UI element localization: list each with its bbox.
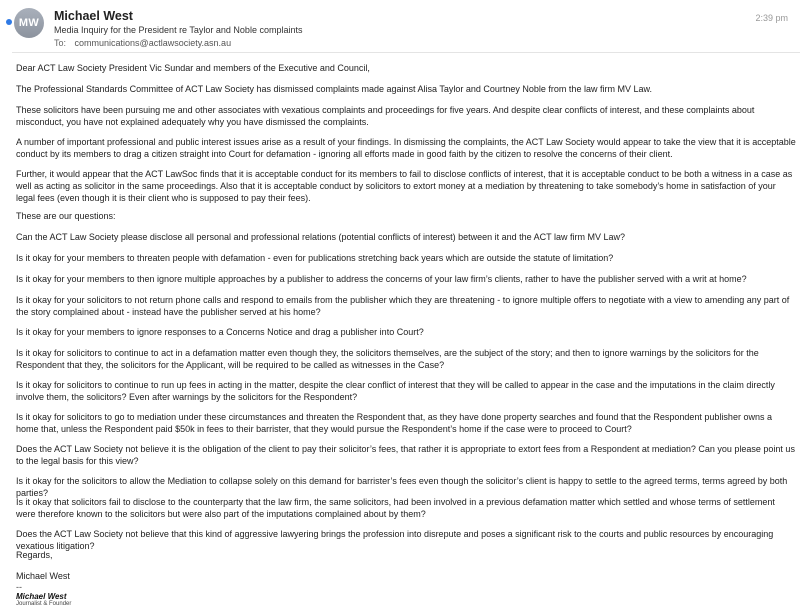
- sender-name[interactable]: Michael West: [54, 9, 133, 23]
- signature-title: Journalist & Founder: [16, 601, 72, 607]
- email-signature: [16, 583, 71, 608]
- body-paragraph: These solicitors have been pursuing me and other associates with vexatious complaints and proceedings for five years. And despite clear conflicts of interest, and these complaints about misconduct, you have not explained adequately why you have dismissed the complaints.: [16, 105, 755, 127]
- body-paragraph: Does the ACT Law Society not believe that this kind of aggressive lawyering brings the profession into disrepute and poses a significant risk to the courts and public resources by encouraging vexatious litigation?: [16, 529, 774, 551]
- body-paragraph: Is it okay that solicitors fail to disclose to the counterparty that the law firm, the same solicitors, had been involved in a previous defamation matter which settled and whose terms of settlement were therefore known to the solicitors but were also part of the imputations complained about by them?: [16, 497, 775, 519]
- signature-separator: --: [16, 582, 22, 592]
- message-time: 2:39 pm: [755, 13, 788, 23]
- body-paragraph: These are our questions:: [16, 211, 116, 221]
- body-paragraph: Is it okay for your members to ignore responses to a Concerns Notice and drag a publisher into Court?: [16, 327, 424, 337]
- body-paragraph: Michael West: [16, 571, 70, 581]
- header-divider: [12, 52, 800, 53]
- body-paragraph: Is it okay for solicitors to continue to run up fees in acting in the matter, despite the clear conflict of interest that they will be called to appear in the case and the imputations in the claim directly involve them, the solicitors? Even after warnings by the solicitors for the Respondent?: [16, 380, 775, 402]
- unread-indicator: [6, 19, 12, 25]
- message-subject: Media Inquiry for the President re Taylor and Noble complaints: [54, 25, 303, 35]
- body-paragraph: Does the ACT Law Society not believe it is the obligation of the client to pay their solicitor’s fees, that rather it is appropriate to extort fees from a Respondent at mediation? Can you please point us to the legal basis for this view?: [16, 444, 795, 466]
- avatar[interactable]: MW: [14, 8, 44, 38]
- body-paragraph: Is it okay for your members to then ignore multiple approaches by a publisher to address the concerns of your law firm’s clients, rather to have the publisher served with a writ at home?: [16, 274, 747, 284]
- body-paragraph: Further, it would appear that the ACT LawSoc finds that it is acceptable conduct for its members to fail to disclose conflicts of interest, that it is acceptable conduct to be both a witness in a case as well as acting as solicitor in the same proceedings. Also that it is acceptable conduct by solicitors to extort money at a mediation by threatening to take somebody’s home in satisfaction of your legal fees (even though it is their client who is supposed to pay their fees).: [16, 169, 793, 203]
- recipient-address[interactable]: communications@actlawsociety.asn.au: [74, 38, 232, 48]
- body-paragraph: Is it okay for your members to threaten people with defamation - even for publications stretching back years which are outside the statute of limitation?: [16, 253, 614, 263]
- recipient-line: [54, 38, 231, 48]
- signature-name: Michael West: [16, 592, 67, 601]
- body-paragraph: Can the ACT Law Society please disclose all personal and professional relations (potential conflicts of interest) between it and the ACT law firm MV Law?: [16, 232, 625, 242]
- body-paragraph: A number of important professional and public interest issues arise as a result of your findings. In dismissing the complaints, the ACT Law Society would appear to take the view that it is acceptable conduct by its members to drag a citizen straight into Court for defamation - ignoring all efforts made in good faith by the citizen to resolve the concerns of their client.: [16, 137, 796, 159]
- body-paragraph: Is it okay for solicitors to go to mediation under these circumstances and threaten the Respondent that, as they have done property searches and found that the Respondent publisher owns a home that, unless the Respondent paid $50k in fees to their barrister, that they would pursue the Respondent’s home if the case were to proceed to Court?: [16, 412, 772, 434]
- body-paragraph: Is it okay for solicitors to continue to act in a defamation matter even though they, the solicitors themselves, are the subject of the story; and then to ignore warnings by the solicitors for the Respondent that they, the solicitors for the Applicant, will be required to be called as witnesses in the Case?: [16, 348, 759, 370]
- to-label: To:: [54, 38, 67, 48]
- body-paragraph: Is it okay for your solicitors to not return phone calls and respond to emails from the publisher which they are threatening - to ignore multiple offers to negotiate with a view to amending any part of the story complained about - instead have the publisher served at his home?: [16, 295, 790, 317]
- body-paragraph: Is it okay for the solicitors to allow the Mediation to collapse solely on this demand for barrister’s fees even though the solicitor’s client is happy to settle to the agreed terms, terms agreed by both parties?: [16, 476, 788, 498]
- body-paragraph: The Professional Standards Committee of ACT Law Society has dismissed complaints made against Alisa Taylor and Courtney Noble from the law firm MV Law.: [16, 84, 652, 94]
- body-paragraph: Dear ACT Law Society President Vic Sundar and members of the Executive and Council,: [16, 63, 370, 73]
- body-paragraph: Regards,: [16, 550, 53, 560]
- message-header: [0, 0, 800, 52]
